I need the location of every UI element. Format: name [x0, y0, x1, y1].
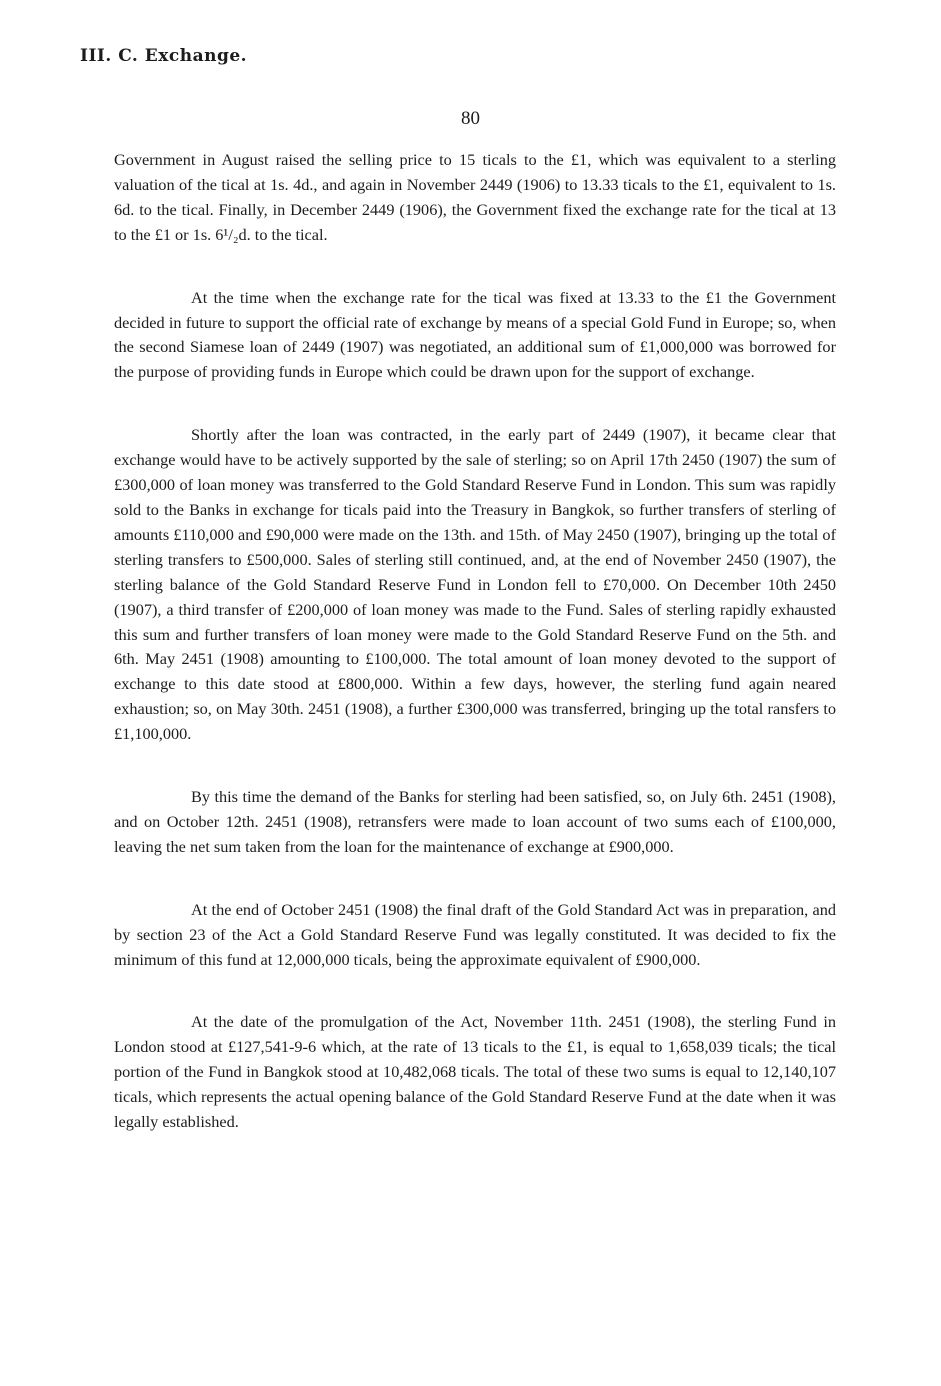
paragraph-5: At the end of October 2451 (1908) the final draft of the Gold Standard Act was in preparation, and by section 23 of the Act a Gold Standard Reserve Fund was legally constituted. It was decided to fix the minimum of this fund at 12,000,000 ticals, being the approximate equivalent of £900,000.: [114, 899, 836, 969]
paragraph-4: By this time the demand of the Banks for sterling had been satisfied, so, on July 6th. 2451 (1908), and on October 12th. 2451 (1908), retransfers were made to loan account of two sums each of £100,000, leaving the net sum taken from the loan for the maintenance of exchange at £900,000.: [114, 787, 836, 856]
paragraph-6: At the date of the promulgation of the Act, November 11th. 2451 (1908), the sterling Fund in London stood at £127,541-9-6 which, at the rate of 13 ticals to the £1, is equal to 1,658,039 ticals; the tical portion of the Fund in Bangkok stood at 10,482,068 ticals. The total of these two sums is equal to 12,140,107 ticals, which represents the actual opening balance of the Gold Standard Reserve Fund at the date when it was legally established.: [114, 1012, 836, 1132]
paragraph-2: At the time when the exchange rate for the tical was fixed at 13.33 to the £1 the Government decided in future to support the official rate of exchange by means of a special Gold Fund in Europe; so, when the second Siamese loan of 2449 (1907) was negotiated, an additional sum of £1,000,000 was borrowed for the purpose of providing funds in Europe which could be drawn upon for the support of exchange.: [114, 287, 836, 382]
page-number: 80: [461, 108, 480, 129]
document-body: [114, 148, 836, 1135]
paragraph-1: Government in August raised the selling price to 15 ticals to the £1, which was equivalent to a sterling valuation of the tical at 1s. 4d., and again in November 2449 (1906) to 13.33 ticals to the £1, equivalent to 1s. 6d. to the tical. Finally, in December 2449 (1906), the Government fixed the exchange rate for the tical at 13 to the £1 or 1s. 6¹/₂d. to the tical.: [114, 150, 836, 244]
section-heading: III. C. Exchange.: [80, 46, 248, 66]
paragraph-3: Shortly after the loan was contracted, in the early part of 2449 (1907), it became clear that exchange would have to be actively supported by the sale of sterling; so on April 17th 2450 (1907) the sum of £300,000 of loan money was transferred to the Gold Standard Reserve Fund in London. This sum was rapidly sold to the Banks in exchange for ticals paid into the Treasury in Bangkok, so further transfers of sterling of amounts £110,000 and £90,000 were made on the 13th. and 15th. of May 2450 (1907), bringing up the total of sterling transfers to £500,000. Sales of sterling still continued, and, at the end of November 2450 (1907), the sterling balance of the Gold Standard Reserve Fund in London fell to £70,000. On December 10th 2450 (1907), a third transfer of £200,000 of loan money was made to the Fund. Sales of sterling rapidly exhausted this sum and further transfers of loan money were made to the Gold Standard Reserve Fund on the 5th. and 6th. May 2451 (1908) amounting to £100,000. The total amount of loan money devoted to the support of exchange to this date stood at £800,000. Within a few days, however, the sterling fund again neared exhaustion; so, on May 30th. 2451 (1908), a further £300,000 was transferred, bringing up the total ransfers to £1,100,000.: [114, 425, 836, 744]
